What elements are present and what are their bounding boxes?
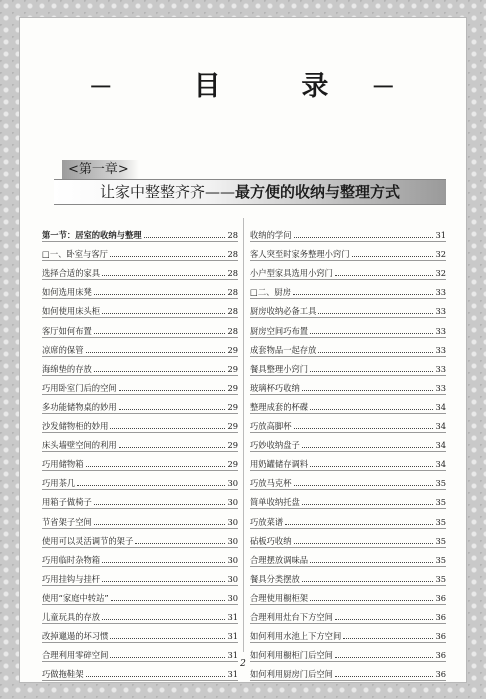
toc-entry [250,356,446,375]
toc-entry [42,470,238,489]
toc-entry-page: 36 [435,592,446,603]
toc-leader-dots [335,275,433,276]
toc-entry-title: 用奶罐储存调料 [250,459,309,470]
toc-leader-dots [352,256,434,257]
toc-leader-dots [310,371,433,372]
toc-entry-page: 31 [227,669,238,680]
toc-leader-dots [86,676,226,677]
toc-entry-page: 35 [435,497,446,508]
page-number: 2 [240,659,246,669]
toc-entry-title: 巧妙收纳盘子 [250,440,300,451]
toc-entry-page: 29 [227,382,238,393]
toc-entry-title: 巧放高脚杯 [250,421,292,432]
toc-entry-page: 31 [227,631,238,642]
toc-leader-dots [119,390,226,391]
toc-leader-dots [294,428,434,429]
toc-entry-page: 30 [227,592,238,603]
toc-entry-page: 30 [227,497,238,508]
toc-entry-page: 35 [435,554,446,565]
toc-entry [250,317,446,336]
toc-entry-page: 29 [227,401,238,412]
toc-entry [250,451,446,470]
toc-entry [42,222,238,241]
toc-entry-page: 31 [435,230,446,241]
toc-entry-title: 巧放菜谱 [250,516,284,527]
toc-leader-dots [135,543,225,544]
toc-entry [250,470,446,489]
toc-entry-page: 32 [435,268,446,279]
toc-leader-dots [110,428,225,429]
toc-entry-title: 如何使用床头柜 [42,306,101,317]
toc-leader-dots [102,275,225,276]
title-dash-left: － [88,72,115,101]
toc-entry-title: 如何利用厨房门后空间 [250,669,333,680]
toc-leader-dots [310,409,433,410]
toc-entry-title: 餐具分类摆放 [250,573,300,584]
toc-entry [250,394,446,413]
toc-leader-dots [102,313,225,314]
toc-leader-dots [302,390,434,391]
toc-leader-dots [310,562,433,563]
toc-entry-title: 小户型家具选用小窍门 [250,268,333,279]
toc-entry-title: 凉席的保管 [42,344,84,355]
toc-entry-page: 29 [227,421,238,432]
toc-leader-dots [94,294,226,295]
toc-leader-dots [110,657,225,658]
chapter-label: <第一章> [62,160,139,180]
toc-entry [250,432,446,451]
toc-leader-dots [102,562,225,563]
toc-entry [250,566,446,585]
toc-entry [42,432,238,451]
toc-leader-dots [144,237,226,238]
toc-entry-page: 33 [435,382,446,393]
toc-entry [250,298,446,317]
toc-entry-page: 28 [227,287,238,298]
toc-leader-dots [302,447,434,448]
toc-entry-title: 厨房空间巧布置 [250,325,309,336]
toc-right-column [250,222,446,680]
toc-leader-dots [94,371,226,372]
toc-leader-dots [293,294,433,295]
toc-entry-page: 33 [435,344,446,355]
toc-entry [42,260,238,279]
toc-entry [42,489,238,508]
title-char-1: 目 [193,71,223,102]
toc-entry [250,375,446,394]
toc-entry [250,547,446,566]
toc-entry-title: 使用“家庭中转站” [42,592,109,603]
toc-entry-title: 合理摆放调味品 [250,554,309,565]
title-dash-right: － [371,72,398,101]
toc-entry-title: 砧板巧收纳 [250,535,292,546]
toc-entry-title: 巧用临时杂物箱 [42,554,101,565]
toc-entry-page: 36 [435,669,446,680]
book-page [20,18,466,682]
toc-entry [250,528,446,547]
toc-entry [42,623,238,642]
toc-left-column [42,222,238,680]
toc-entry-title: 改掉邋遢的坏习惯 [42,631,109,642]
toc-entry [42,547,238,566]
page-title [20,64,466,103]
toc-leader-dots [102,619,225,620]
toc-entry [250,260,446,279]
toc-entry-title: 合理使用橱柜架 [250,592,309,603]
toc-leader-dots [294,237,434,238]
toc-entry-title: 厨房收纳必备工具 [250,306,317,317]
toc-leader-dots [119,447,226,448]
toc-entry [42,241,238,260]
toc-entry [250,489,446,508]
toc-entry-title: 第一节：居室的收纳与整理 [42,230,142,241]
toc-leader-dots [94,504,226,505]
toc-entry-page: 36 [435,611,446,622]
toc-entry-title: 客厅如何布置 [42,325,92,336]
toc-entry-page: 29 [227,363,238,374]
toc-entry-page: 33 [435,325,446,336]
toc-entry-title: 巧用储物箱 [42,459,84,470]
toc-leader-dots [102,581,225,582]
toc-leader-dots [335,657,433,658]
toc-entry [42,356,238,375]
toc-entry-title: 合理利用灶台下方空间 [250,611,333,622]
toc-entry-page: 33 [435,363,446,374]
toc-entry [250,241,446,260]
toc-entry [42,451,238,470]
toc-entry [42,585,238,604]
toc-entry-title: 巧放马克杯 [250,478,292,489]
toc-row-rule [250,680,446,681]
toc-entry [250,279,446,298]
toc-entry-page: 35 [435,573,446,584]
toc-entry-page: 36 [435,650,446,661]
toc-entry-title: 使用可以灵活调节的架子 [42,535,134,546]
toc-entry [250,222,446,241]
toc-entry-title: 餐具整理小窍门 [250,363,309,374]
toc-leader-dots [343,638,433,639]
toc-entry-page: 33 [435,287,446,298]
toc-entry-title: 如何选用床凳 [42,287,92,298]
toc-leader-dots [302,581,434,582]
toc-entry [250,585,446,604]
toc-entry-title: 海绵垫的存放 [42,363,92,374]
toc-entry [42,566,238,585]
toc-entry-page: 29 [227,459,238,470]
toc-leader-dots [110,638,225,639]
toc-entry [42,317,238,336]
toc-entry-page: 30 [227,478,238,489]
toc-leader-dots [310,466,433,467]
chapter-header [54,160,446,204]
toc-entry-title: 简单收纳托盘 [250,497,300,508]
title-char-2: 录 [301,71,331,102]
toc-entry-title: 巧用挂钩与挂杆 [42,573,101,584]
chapter-title-bold: 最方便的收纳与整理方式 [235,183,401,201]
toc-entry-page: 29 [227,344,238,355]
toc-entry-page: 28 [227,325,238,336]
chapter-band [54,179,446,205]
toc-leader-dots [86,466,226,467]
toc-entry-page: 30 [227,554,238,565]
toc-entry-title: 如何利用水池上下方空间 [250,631,342,642]
toc-entry-title: 玻璃杯巧收纳 [250,382,300,393]
toc-entry-page: 29 [227,440,238,451]
toc-entry-page: 31 [227,611,238,622]
toc-entry [42,604,238,623]
chapter-title [54,180,446,204]
toc-entry [250,508,446,527]
toc-entry [42,375,238,394]
toc-entry-title: 沙发储物柜的妙用 [42,421,109,432]
toc-entry-page: 30 [227,535,238,546]
toc-entry [42,337,238,356]
toc-entry-title: 收纳的学问 [250,230,292,241]
toc-entry-title: 巧用卧室门后的空间 [42,382,117,393]
toc-entry-title: 如何利用橱柜门后空间 [250,650,333,661]
toc-entry-page: 35 [435,516,446,527]
toc-entry-page: 33 [435,306,446,317]
toc-leader-dots [111,600,226,601]
toc-entry-page: 34 [435,401,446,412]
toc-entry-title: 选择合适的家具 [42,268,101,279]
toc-entry-title: 整理成套的杯碟 [250,401,309,412]
toc-entry-title: 巧做拖鞋架 [42,669,84,680]
toc-entry-page: 28 [227,268,238,279]
toc-entry-title: 多功能储物桌的妙用 [42,401,117,412]
toc-row-rule [42,680,238,681]
toc-leader-dots [302,504,434,505]
toc-leader-dots [94,333,226,334]
toc-entry [250,413,446,432]
toc-leader-dots [310,600,433,601]
toc-entry-page: 35 [435,535,446,546]
toc-entry [250,623,446,642]
toc-entry-title: □一、卧室与客厅 [42,249,108,260]
toc-leader-dots [119,409,226,410]
toc-entry [42,298,238,317]
toc-entry [250,337,446,356]
toc-entry-page: 28 [227,249,238,260]
column-divider [243,218,244,652]
toc-leader-dots [110,256,226,257]
toc-entry [42,528,238,547]
toc-entry-title: 巧用茶几 [42,478,76,489]
toc-leader-dots [77,485,225,486]
toc-entry-page: 30 [227,516,238,527]
toc-entry-page: 36 [435,631,446,642]
toc-leader-dots [86,352,226,353]
toc-entry [250,604,446,623]
toc-entry-page: 32 [435,249,446,260]
toc-entry [42,508,238,527]
toc-entry-title: 客人突至时家务整理小窍门 [250,249,350,260]
toc-entry [42,394,238,413]
toc-leader-dots [335,676,433,677]
toc-entry-page: 31 [227,650,238,661]
toc-entry-page: 34 [435,421,446,432]
toc-leader-dots [310,333,433,334]
toc-entry-page: 34 [435,459,446,470]
toc-entry-title: 节省架子空间 [42,516,92,527]
toc-leader-dots [294,543,434,544]
toc-entry-page: 28 [227,306,238,317]
toc-entry-title: 床头墙壁空间的利用 [42,440,117,451]
toc-entry [42,413,238,432]
toc-entry-page: 35 [435,478,446,489]
toc-leader-dots [94,524,226,525]
toc-leader-dots [294,485,434,486]
toc-entry-title: □二、厨房 [250,287,292,298]
toc-entry-title: 用箱子做椅子 [42,497,92,508]
toc-leader-dots [335,619,433,620]
toc-entry-page: 28 [227,230,238,241]
toc-entry-title: 成套物品一起存放 [250,344,317,355]
toc-leader-dots [318,352,433,353]
toc-entry-page: 30 [227,573,238,584]
toc-entry-title: 合理利用零碎空间 [42,650,109,661]
toc-leader-dots [318,313,433,314]
toc-entry-page: 34 [435,440,446,451]
chapter-title-prefix: 让家中整整齐齐—— [99,183,235,201]
toc-leader-dots [285,524,433,525]
toc-entry-title: 儿童玩具的存放 [42,611,101,622]
toc-entry [42,279,238,298]
